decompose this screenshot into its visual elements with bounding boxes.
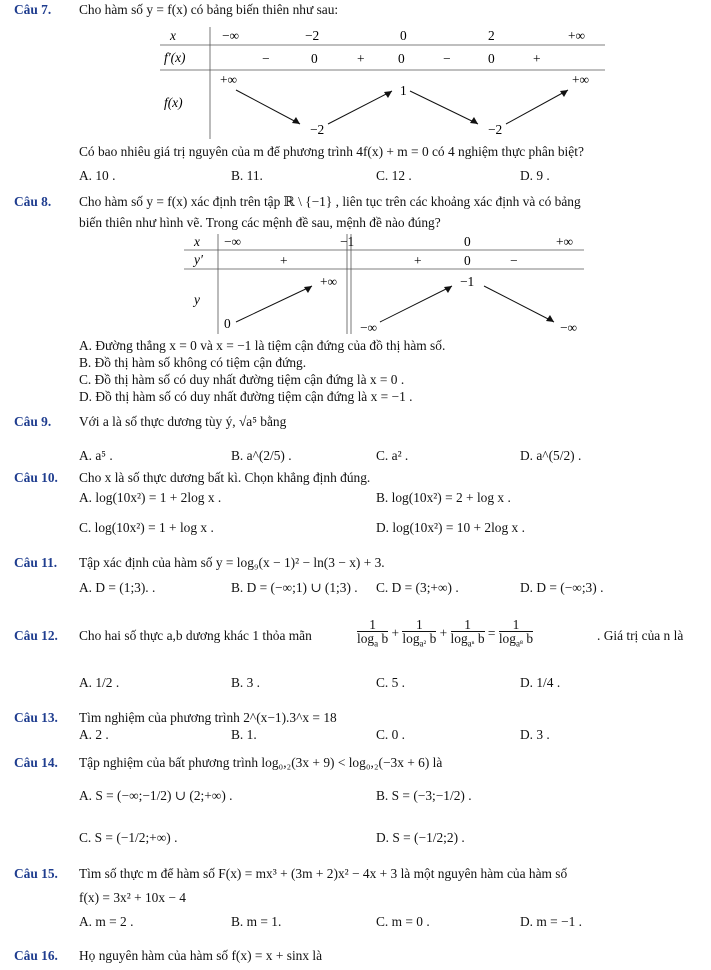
- q16-label: Câu 16.: [14, 948, 58, 963]
- q9-option-b[interactable]: B. a^(2/5) .: [231, 448, 292, 463]
- q9-option-a[interactable]: A. a⁵ .: [79, 448, 113, 463]
- q14-option-d[interactable]: D. S = (−1/2;2) .: [376, 830, 465, 845]
- svg-text:+∞: +∞: [556, 234, 574, 249]
- q7-x: x: [170, 28, 176, 43]
- q11-option-c[interactable]: C. D = (3;+∞) .: [376, 580, 459, 595]
- svg-text:−∞: −∞: [360, 320, 378, 334]
- q7-question: Có bao nhiêu giá trị nguyên của m để phương trình 4f(x) + m = 0 có 4 nghiệm thực phân biệt?: [79, 144, 584, 159]
- q11-stem: Tập xác định của hàm số y = log₉(x − 1)² − ln(3 − x) + 3.: [79, 555, 385, 570]
- q13-stem: Tìm nghiệm của phương trình 2^(x−1).3^x = 18: [79, 710, 337, 725]
- q16-stem: Họ nguyên hàm của hàm số f(x) = x + sinx là: [79, 948, 323, 963]
- q12-stem: Cho hai số thực a,b dương khác 1 thỏa mãn: [79, 628, 312, 643]
- q7-x-0: 0: [400, 28, 407, 43]
- q13-option-c[interactable]: C. 0 .: [376, 727, 406, 742]
- q7-option-a[interactable]: A. 10 .: [79, 168, 116, 183]
- svg-text:+∞: +∞: [572, 72, 590, 87]
- svg-text:0: 0: [398, 51, 405, 66]
- q9-option-d[interactable]: D. a^(5/2) .: [520, 448, 582, 463]
- q10-option-b[interactable]: B. log(10x²) = 2 + log x .: [376, 490, 511, 505]
- q12-tail: . Giá trị của n là: [597, 628, 684, 643]
- q7-x-posinf: +∞: [568, 28, 586, 43]
- q11-option-b[interactable]: B. D = (−∞;1) ∪ (1;3) .: [231, 580, 358, 595]
- q12-equation: $\frac{1}{\log_a b}$ + $\frac{1}{\log_{a^2} b}$ + $\frac{1}{\log_{a^n} b}$ = $\frac{1}{\log_{a^8} b}$: [357, 617, 534, 649]
- q12-option-a[interactable]: A. 1/2 .: [79, 675, 120, 690]
- svg-text:−: −: [510, 253, 518, 268]
- svg-text:+: +: [280, 253, 288, 268]
- q9-label: Câu 9.: [14, 414, 52, 429]
- q15-label: Câu 15.: [14, 866, 58, 881]
- q7-stem: Cho hàm số y = f(x) có bảng biến thiên như sau:: [79, 2, 339, 17]
- svg-text:+: +: [414, 253, 422, 268]
- q10-option-c[interactable]: C. log(10x²) = 1 + log x .: [79, 520, 214, 535]
- q12-option-b[interactable]: B. 3 .: [231, 675, 261, 690]
- q8-option-d[interactable]: D. Đồ thị hàm số có duy nhất đường tiệm cận đứng là x = −1 .: [79, 389, 413, 404]
- q9-stem: Với a là số thực dương tùy ý, √a⁵ bằng: [79, 414, 287, 429]
- q7-option-b[interactable]: B. 11.: [231, 168, 263, 183]
- q15-stem-2: f(x) = 3x² + 10x − 4: [79, 890, 187, 905]
- svg-text:−: −: [262, 51, 270, 66]
- q10-stem: Cho x là số thực dương bất kì. Chọn khẳng định đúng.: [79, 470, 371, 485]
- svg-text:y′: y′: [194, 252, 203, 267]
- q7-option-c[interactable]: C. 12 .: [376, 168, 412, 183]
- q14-label: Câu 14.: [14, 755, 58, 770]
- q7-variation-table: [160, 27, 605, 139]
- q12-option-c[interactable]: C. 5 .: [376, 675, 406, 690]
- q11-label: Câu 11.: [14, 555, 58, 570]
- q13-option-a[interactable]: A. 2 .: [79, 727, 109, 742]
- svg-text:1: 1: [400, 83, 407, 98]
- q8-variation-table: [184, 234, 584, 334]
- q15-option-a[interactable]: A. m = 2 .: [79, 914, 134, 929]
- q13-label: Câu 13.: [14, 710, 58, 725]
- svg-text:−: −: [443, 51, 451, 66]
- q14-option-c[interactable]: C. S = (−1/2;+∞) .: [79, 830, 178, 845]
- q8-option-b[interactable]: B. Đồ thị hàm số không có tiệm cận đứng.: [79, 355, 307, 370]
- q13-option-d[interactable]: D. 3 .: [520, 727, 550, 742]
- q14-option-a[interactable]: A. S = (−∞;−1/2) ∪ (2;+∞) .: [79, 788, 233, 803]
- q7-label: Câu 7.: [14, 2, 52, 17]
- svg-text:−1: −1: [460, 274, 475, 289]
- q8-option-c[interactable]: C. Đồ thị hàm số có duy nhất đường tiệm cận đứng là x = 0 .: [79, 372, 405, 387]
- svg-text:0: 0: [488, 51, 495, 66]
- q15-option-b[interactable]: B. m = 1.: [231, 914, 282, 929]
- q8-label: Câu 8.: [14, 194, 52, 209]
- svg-text:y: y: [194, 292, 200, 307]
- q8-stem-1: Cho hàm số y = f(x) xác định trên tập ℝ \ {−1} , liên tục trên các khoảng xác định và có bảng: [79, 194, 581, 209]
- q11-option-a[interactable]: A. D = (1;3). .: [79, 580, 156, 595]
- svg-text:0: 0: [311, 51, 318, 66]
- q12-label: Câu 12.: [14, 628, 58, 643]
- q7-x-neginf: −∞: [222, 28, 240, 43]
- svg-text:+∞: +∞: [220, 72, 238, 87]
- q7-x-m2: −2: [305, 28, 320, 43]
- q7-x-2: 2: [488, 28, 495, 43]
- q10-option-a[interactable]: A. log(10x²) = 1 + 2log x .: [79, 490, 222, 505]
- svg-text:−∞: −∞: [560, 320, 578, 334]
- svg-text:x: x: [194, 234, 200, 249]
- q7-fprime: f′(x): [164, 50, 186, 65]
- q8-stem-2: biến thiên như hình vẽ. Trong các mệnh đề sau, mệnh đề nào đúng?: [79, 215, 441, 230]
- q11-option-d[interactable]: D. D = (−∞;3) .: [520, 580, 604, 595]
- svg-text:−1: −1: [340, 234, 355, 249]
- svg-text:+: +: [357, 51, 365, 66]
- svg-text:0: 0: [464, 253, 471, 268]
- q14-stem: Tập nghiệm của bất phương trình log₀,₂(3x + 9) < log₀,₂(−3x + 6) là: [79, 755, 443, 770]
- svg-text:0: 0: [224, 316, 231, 331]
- q9-option-c[interactable]: C. a² .: [376, 448, 409, 463]
- q7-fx: f(x): [164, 95, 183, 110]
- q14-option-b[interactable]: B. S = (−3;−1/2) .: [376, 788, 472, 803]
- q15-option-c[interactable]: C. m = 0 .: [376, 914, 430, 929]
- q10-label: Câu 10.: [14, 470, 58, 485]
- svg-text:+∞: +∞: [320, 274, 338, 289]
- q15-option-d[interactable]: D. m = −1 .: [520, 914, 582, 929]
- q15-stem: Tìm số thực m để hàm số F(x) = mx³ + (3m + 2)x² − 4x + 3 là một nguyên hàm của hàm số: [79, 866, 568, 881]
- q7-option-d[interactable]: D. 9 .: [520, 168, 550, 183]
- q10-option-d[interactable]: D. log(10x²) = 10 + 2log x .: [376, 520, 525, 535]
- svg-text:+: +: [533, 51, 541, 66]
- q13-option-b[interactable]: B. 1.: [231, 727, 257, 742]
- q8-option-a[interactable]: A. Đường thẳng x = 0 và x = −1 là tiệm cận đứng của đồ thị hàm số.: [79, 338, 446, 353]
- svg-text:−∞: −∞: [224, 234, 242, 249]
- svg-text:−2: −2: [310, 122, 325, 137]
- q12-option-d[interactable]: D. 1/4 .: [520, 675, 561, 690]
- svg-text:0: 0: [464, 234, 471, 249]
- svg-text:−2: −2: [488, 122, 503, 137]
